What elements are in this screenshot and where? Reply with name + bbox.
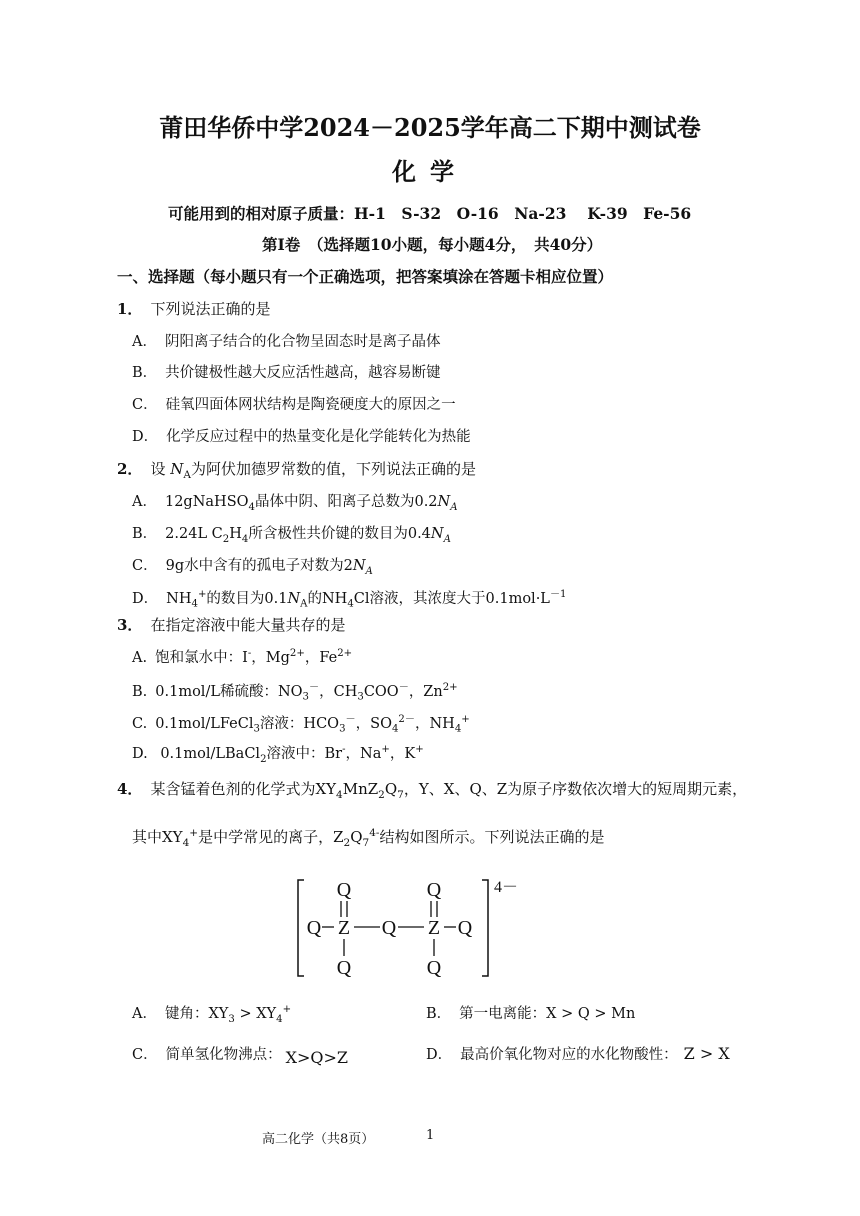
q1-stem-text: 下列说法正确的是 <box>150 300 271 318</box>
q3-c-label: C. <box>132 715 148 732</box>
left-bracket <box>298 880 304 976</box>
q4-l2-sub2: 2 <box>343 837 351 849</box>
q2-c-na-sub: A <box>365 565 373 577</box>
q4-c-pre: 简单氢化物沸点： <box>165 1047 282 1063</box>
q3-option-b <box>132 678 458 703</box>
q2-a-label: A． <box>132 494 157 510</box>
atom-q-top-right: Q <box>426 879 442 901</box>
q4-c-value: X>Q>Z <box>285 1048 349 1067</box>
q2-d-label: D． <box>132 590 159 607</box>
q4-line2-mid: 是中学常见的离子，Z <box>198 828 344 846</box>
q3-b-sup3: 2+ <box>442 682 458 693</box>
q4-l2-sub: 4 <box>182 837 190 849</box>
q4-l2-sup: + <box>189 827 199 839</box>
q4-a-sup: + <box>282 1004 292 1016</box>
q3-a-mid2: ，Fe <box>304 650 338 666</box>
page-footer: 高二化学（共8页） <box>262 1132 375 1147</box>
q2-a-na: N <box>437 494 451 510</box>
q4-stem-line1 <box>117 778 747 801</box>
q1-option-d <box>132 425 471 446</box>
q3-d-sup3: + <box>415 744 424 756</box>
q3-b-label: B. <box>132 683 148 700</box>
q2-d-sup2: －1 <box>549 589 567 600</box>
q3-c-sub1: 3 <box>253 723 260 735</box>
q2-c-label: C． <box>132 558 158 574</box>
q1-c-text: 硅氧四面体网状结构是陶瓷硬度大的原因之一 <box>165 397 456 413</box>
q3-b-mid3: ，Zn <box>408 683 443 700</box>
ion-charge: 4－ <box>494 879 519 896</box>
q3-c-sub2: 3 <box>339 723 346 735</box>
q4-option-b <box>426 1002 635 1023</box>
q1-option-b <box>132 361 441 382</box>
q2-d-sub: 4 <box>191 598 198 610</box>
q2-stem-post: 为阿伏加德罗常数的值，下列说法正确的是 <box>190 460 476 478</box>
q1-c-label: C． <box>132 397 158 413</box>
section-heading: 一、选择题（每小题只有一个正确选项，把答案填涂在答题卡相应位置） <box>117 267 614 286</box>
q2-c-pre: 9g水中含有的孤电子对数为2 <box>165 558 353 574</box>
q3-b-mid: ，CH <box>319 683 358 700</box>
q3-c-mid: 溶液：HCO <box>259 715 340 732</box>
q2-d-sup: + <box>197 589 207 600</box>
q1-d-text: 化学反应过程中的热量变化是化学能转化为热能 <box>166 429 471 445</box>
q2-stem-pre: 设 <box>150 460 166 478</box>
q3-option-c <box>132 710 470 735</box>
q2-option-b <box>132 522 451 545</box>
q1-option-a <box>132 330 440 351</box>
q2-option-a <box>132 490 458 513</box>
q3-d-sub: 2 <box>260 753 267 765</box>
q2-d-sub2: 4 <box>347 598 354 610</box>
q3-number: 3． <box>117 616 143 634</box>
q3-option-a <box>132 646 352 667</box>
q3-c-sup1: － <box>345 714 356 725</box>
q3-b-pre: 0.1mol/L稀硫酸：NO <box>155 683 303 700</box>
q4-l2-sup2: 4- <box>369 827 380 839</box>
q2-b-label: B． <box>132 526 158 542</box>
q4-number: 4． <box>117 780 143 798</box>
q2-d-mid2: 的NH <box>307 590 348 607</box>
q4-a-sub2: 4 <box>276 1013 283 1025</box>
q3-stem-text: 在指定溶液中能大量共存的是 <box>150 616 346 634</box>
q2-b-sub2: 4 <box>241 533 249 545</box>
q4-l2-sub3: 7 <box>362 837 370 849</box>
q4-a-sub1: 3 <box>228 1013 235 1025</box>
q2-option-d <box>132 585 567 610</box>
q4-s-sub1: 4 <box>336 789 343 801</box>
q3-b-sup1: － <box>308 682 320 693</box>
q1-number: 1． <box>117 300 143 318</box>
q3-c-sub3: 4 <box>391 723 399 735</box>
q1-option-c <box>132 393 456 414</box>
q2-a-sub: 4 <box>248 501 255 513</box>
q4-b-label: B． <box>426 1006 452 1022</box>
z2q7-structure-diagram <box>292 874 542 984</box>
atom-z-right: Z <box>427 917 441 939</box>
q1-b-text: 共价键极性越大反应活性越高，越容易断键 <box>165 365 441 381</box>
q3-d-label: D. <box>132 746 148 762</box>
q3-b-sub1: 3 <box>302 691 309 703</box>
q3-a-mid: ，Mg <box>251 650 290 666</box>
q3-b-sup2: － <box>398 682 409 693</box>
q2-d-na: N <box>287 590 301 607</box>
page-number: 1 <box>426 1128 435 1143</box>
q2-b-na: N <box>430 526 444 542</box>
q3-c-pre: 0.1mol/LFeCl <box>155 715 254 732</box>
q2-a-pre: 12gNaHSO <box>164 494 249 510</box>
q3-c-mid3: ，NH <box>415 715 455 732</box>
atom-z-left: Z <box>337 917 351 939</box>
atom-q-bridge: Q <box>381 917 397 939</box>
atom-q-right: Q <box>457 917 473 939</box>
q3-a-pre: 饱和氯水中：I <box>155 650 248 666</box>
q4-s-sub3: 7 <box>397 789 404 801</box>
exam-subject: 化学 <box>392 157 468 186</box>
right-bracket <box>482 880 488 976</box>
atom-q-bottom-right: Q <box>426 957 442 979</box>
atom-q-left: Q <box>306 917 322 939</box>
q2-d-pre: NH <box>166 590 192 607</box>
q4-a-mid: > XY <box>234 1006 277 1022</box>
q2-option-c <box>132 554 373 577</box>
q3-a-sup2: 2+ <box>289 648 305 660</box>
q3-c-sup3: + <box>461 714 470 725</box>
q1-d-label: D． <box>132 429 159 445</box>
q3-option-d <box>132 742 424 765</box>
q2-b-na-sub: A <box>443 533 451 545</box>
q4-line2-pre: 其中XY <box>132 828 183 846</box>
q4-d-label: D． <box>426 1047 453 1063</box>
q1-a-text: 阴阳离子结合的化合物呈固态时是离子晶体 <box>164 334 441 350</box>
q3-d-mid2: ，Na <box>345 746 382 762</box>
q1-stem <box>117 298 270 319</box>
q2-d-mid: 的数目为0.1 <box>206 590 288 607</box>
q4-option-d <box>426 1043 730 1064</box>
q3-b-sub2: 3 <box>357 691 364 703</box>
q3-stem <box>117 614 345 635</box>
atom-q-top-left: Q <box>336 879 352 901</box>
q3-d-mid3: ，K <box>389 746 416 762</box>
q4-b-text: 第一电离能：X > Q > Mn <box>459 1006 636 1022</box>
q3-d-pre: 0.1mol/LBaCl <box>160 746 261 762</box>
atom-q-bottom-left: Q <box>336 957 352 979</box>
q3-a-label: A. <box>132 650 148 666</box>
q2-b-pre: 2.24L C <box>165 526 223 542</box>
q4-stem-line2 <box>132 826 604 849</box>
q4-s-mid: MnZ <box>342 780 379 798</box>
q2-a-na-sub: A <box>450 501 458 513</box>
q3-d-sup2: + <box>381 744 390 756</box>
q4-option-a <box>132 1002 291 1025</box>
q2-stem <box>117 458 476 481</box>
q4-c-label: C． <box>132 1047 158 1063</box>
q2-a-mid: 晶体中阴、阳离子总数为0.2 <box>254 494 438 510</box>
q2-b-mid: 所含极性共价键的数目为0.4 <box>248 526 431 542</box>
q2-na-sub: A <box>183 469 191 481</box>
q4-option-c <box>132 1043 349 1067</box>
q3-a-sup3: 2+ <box>337 648 353 660</box>
q2-b-sub1: 2 <box>222 533 230 545</box>
q2-c-na: N <box>352 558 366 574</box>
q4-s-q: Q <box>384 780 398 798</box>
part-heading: 第Ⅰ卷 （选择题10小题，每小题4分， 共40分） <box>262 235 603 254</box>
q3-c-mid2: ，SO <box>355 715 392 732</box>
q3-a-sup1: - <box>247 648 252 660</box>
q2-b-h: H <box>229 526 242 542</box>
q4-d-value: Z > X <box>683 1044 730 1063</box>
q2-d-na-sub: A <box>300 598 308 610</box>
q1-b-label: B． <box>132 365 158 381</box>
q4-a-pre: 键角：XY <box>164 1006 229 1022</box>
q4-a-label: A． <box>132 1006 157 1022</box>
q3-d-mid: 溶液中：Br <box>266 746 343 762</box>
q4-d-pre: 最高价氧化物对应的水化物酸性： <box>460 1047 678 1063</box>
q4-stem-post: ，Y、X、Q、Z为原子序数依次增大的短周期元素， <box>403 780 748 798</box>
q1-a-label: A． <box>132 334 157 350</box>
q2-na-symbol: N <box>170 460 184 478</box>
q4-s-sub2: 2 <box>378 789 385 801</box>
q4-line2-post: 结构如图所示。下列说法正确的是 <box>379 828 605 846</box>
exam-title: 莆田华侨中学2024－2025学年高二下期中测试卷 <box>159 113 701 142</box>
q2-d-post: Cl溶液，其浓度大于0.1mol·L <box>353 590 550 607</box>
q3-b-mid2: COO <box>363 683 399 700</box>
atomic-masses: 可能用到的相对原子质量：H-1 S-32 O-16 Na-23 K-39 Fe-56 <box>168 204 692 223</box>
q2-number: 2． <box>117 460 143 478</box>
q3-d-sup1: - <box>342 744 346 756</box>
q3-c-sub4: 4 <box>454 723 462 735</box>
q3-c-sup2: 2－ <box>398 714 415 725</box>
q4-stem-pre: 某含锰着色剂的化学式为XY <box>150 780 337 798</box>
q4-l2-q: Q <box>350 828 363 846</box>
